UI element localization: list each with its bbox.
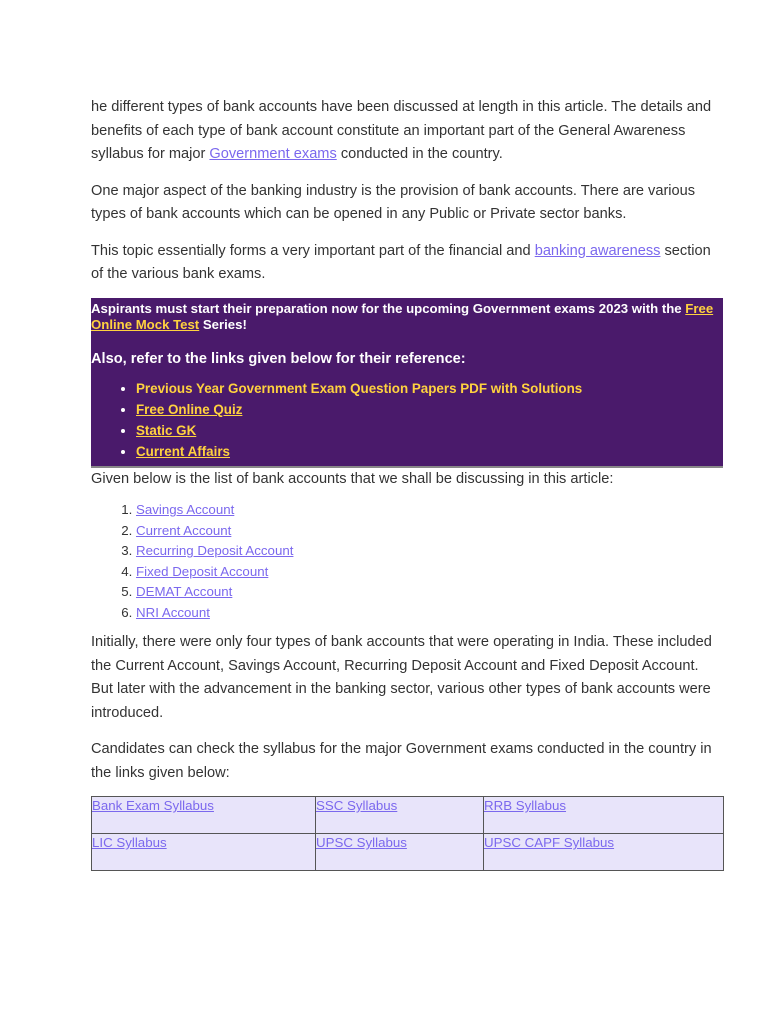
upsc-capf-syllabus-link[interactable]: UPSC CAPF Syllabus	[484, 835, 615, 850]
online-quiz-link[interactable]: Free Online Quiz	[136, 401, 243, 417]
promo-item-online-quiz	[136, 399, 723, 420]
intro-text-end: conducted in the country.	[336, 146, 503, 162]
government-exams-link[interactable]: Government exams	[209, 146, 337, 162]
upsc-syllabus-link[interactable]: UPSC Syllabus	[316, 835, 407, 850]
recurring-deposit-link[interactable]: Recurring Deposit Account	[136, 543, 294, 558]
topic-text-end: section of the various bank exams.	[91, 242, 711, 282]
list-item	[136, 562, 723, 583]
topic-text: This topic essentially forms a very important part of the financial and	[91, 242, 535, 259]
ssc-syllabus-link[interactable]: SSC Syllabus	[316, 798, 398, 813]
nri-account-link[interactable]: NRI Account	[136, 604, 210, 620]
banking-aspect-paragraph: One major aspect of the banking industry is the provision of bank accounts. There are various types of bank accounts which can be opened in any Public or Private sector banks.	[91, 182, 696, 222]
promo-links-list	[91, 378, 723, 462]
promo-item-question-papers	[136, 378, 723, 399]
lic-syllabus-link[interactable]: LIC Syllabus	[92, 835, 167, 850]
intro-paragraph	[91, 96, 723, 167]
list-item	[136, 521, 723, 542]
article-body	[91, 96, 723, 871]
free-mock-test-link[interactable]: Free Online Mock Test	[91, 300, 714, 332]
table-cell	[92, 834, 316, 871]
promo-text: Aspirants must start their preparation now for the upcoming Government exams 2023 with the	[91, 300, 686, 316]
promo-item-current-affairs	[136, 441, 723, 462]
demat-account-link[interactable]: DEMAT Account	[136, 584, 233, 599]
intro-text: he different types of bank accounts have been discussed at length in this article. The details and benefits of each type of bank account constitute an important part of the General Awareness syllabus for major	[91, 99, 712, 162]
promo-item-static-gk	[136, 420, 723, 441]
question-papers-label: Previous Year Government Exam Question Papers PDF with Solutions	[136, 380, 583, 396]
fixed-deposit-link[interactable]: Fixed Deposit Account	[136, 563, 269, 579]
table-cell	[484, 797, 724, 834]
candidates-paragraph: Candidates can check the syllabus for the major Government exams conducted in the country in the links given below:	[91, 741, 712, 781]
list-intro-paragraph: Given below is the list of bank accounts that we shall be discussing in this article:	[91, 470, 614, 487]
current-affairs-link[interactable]: Current Affairs	[136, 443, 230, 459]
bank-exam-syllabus-link[interactable]: Bank Exam Syllabus	[92, 798, 214, 813]
savings-account-link[interactable]: Savings Account	[136, 502, 235, 517]
table-cell	[92, 797, 316, 834]
topic-paragraph	[91, 240, 723, 287]
bank-accounts-list	[91, 500, 723, 623]
syllabus-table	[91, 796, 724, 871]
list-item	[136, 541, 723, 562]
table-row	[92, 797, 724, 834]
table-cell	[316, 797, 484, 834]
rrb-syllabus-link[interactable]: RRB Syllabus	[484, 798, 567, 813]
initially-paragraph: Initially, there were only four types of bank accounts that were operating in India. These included the Current Account, Savings Account, Recurring Deposit Account and Fixed Deposit Account. But later with the advancement in the banking sector, various other types of bank accounts were introduced.	[91, 634, 712, 721]
promo-reference-heading: Also, refer to the links given below for their reference:	[91, 350, 466, 367]
promo-headline	[91, 301, 723, 333]
list-item	[136, 582, 723, 603]
table-cell	[484, 834, 724, 871]
list-item	[136, 603, 723, 624]
static-gk-link[interactable]: Static GK	[136, 422, 197, 438]
list-item	[136, 500, 723, 521]
current-account-link[interactable]: Current Account	[136, 522, 232, 538]
banking-awareness-link[interactable]: banking awareness	[534, 242, 661, 259]
promo-box	[91, 298, 723, 468]
promo-text-end: Series!	[199, 316, 247, 332]
table-cell	[316, 834, 484, 871]
table-row	[92, 834, 724, 871]
